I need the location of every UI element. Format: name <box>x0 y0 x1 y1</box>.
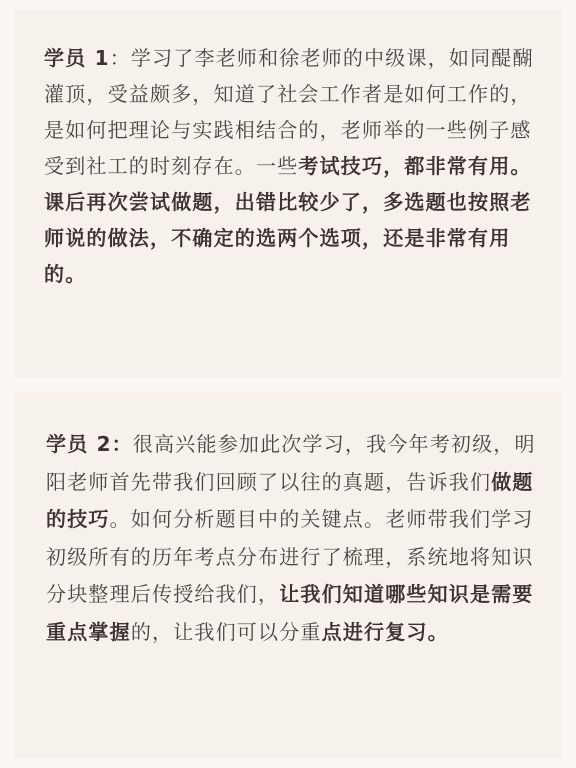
text-segment: 。如何分析题目中的关键点。老师带我们学习初级所有的历年考点分布进行了梳理，系统地将知识分块整理后传授给我们， <box>46 507 534 606</box>
testimonial-card-1 <box>14 10 562 378</box>
bold-text-segment: 点进行复习。 <box>321 619 449 644</box>
testimonial-card-2 <box>14 392 562 758</box>
bold-text-segment: 做题的技巧 <box>46 469 534 531</box>
student-label-2: 学员 2： <box>46 432 133 456</box>
bold-text-segment: 让我们知道哪些知识是需要重点掌握 <box>46 582 534 644</box>
bold-text-segment: 考试技巧，都非常有用。课后再次尝试做题，出错比较少了，多选题也按照老师说的做法，不确定的选两个选项，还是非常有用的。 <box>44 154 532 286</box>
text-segment: 的，让我们可以分重 <box>130 619 322 644</box>
student-label-1: 学员 1 <box>44 46 110 70</box>
text-segment: 学习了李老师和徐老师的中级课，如同醍醐灌顶，受益颇多，知道了社会工作者是如何工作的，是如何把理论与实践相结合的，老师举的一些例子感受到社工的时刻存在。一些 <box>44 46 534 178</box>
label-separator-1: ： <box>109 46 131 70</box>
testimonial-text-1 <box>44 40 540 292</box>
text-segment: 很高兴能参加此次学习，我今年考初级，明阳老师首先带我们回顾了以往的真题，告诉我们 <box>46 432 536 494</box>
testimonial-text-2 <box>46 426 540 651</box>
